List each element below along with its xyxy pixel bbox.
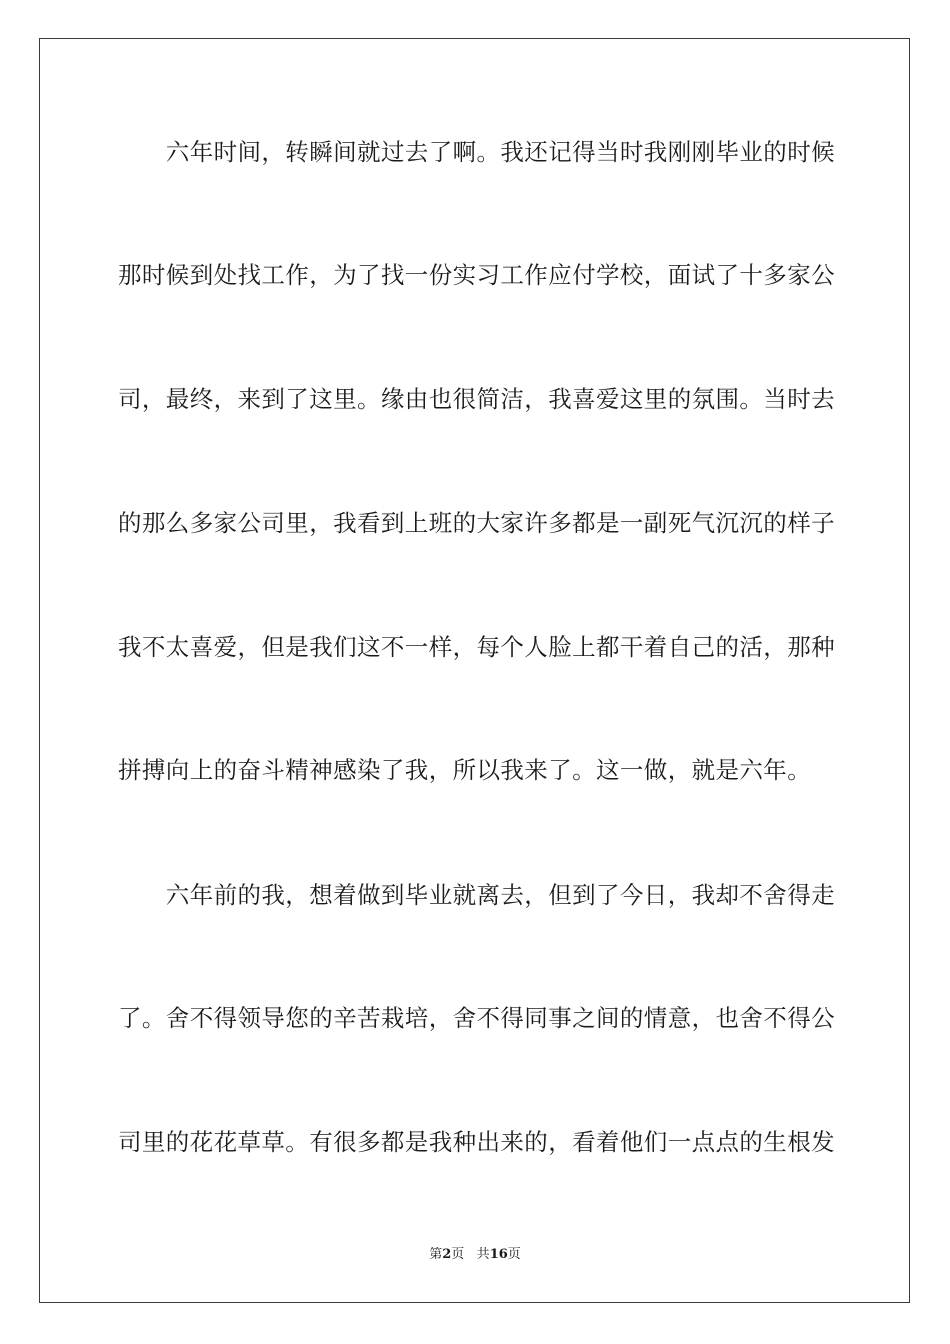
text-line-3: 司，最终，来到了这里。缘由也很简洁，我喜爱这里的氛围。当时去 [118, 385, 835, 413]
text-line-1: 六年时间，转瞬间就过去了啊。我还记得当时我刚刚毕业的时候 [118, 138, 835, 166]
total-page-count: 16 [489, 1247, 508, 1262]
page-prefix: 第 [429, 1247, 443, 1262]
page-border [39, 38, 910, 1303]
text-line-4: 的那么多家公司里，我看到上班的大家许多都是一副死气沉沉的样子 [118, 509, 835, 537]
total-prefix: 共 [476, 1247, 490, 1262]
text-line-9: 司里的花花草草。有很多都是我种出来的，看着他们一点点的生根发 [118, 1128, 835, 1156]
current-page-number: 2 [442, 1247, 452, 1262]
page-suffix: 页 [451, 1247, 465, 1262]
text-line-6: 拼搏向上的奋斗精神感染了我，所以我来了。这一做，就是六年。 [118, 756, 812, 784]
text-line-8: 了。舍不得领导您的辛苦栽培，舍不得同事之间的情意，也舍不得公 [118, 1004, 835, 1032]
text-line-2: 那时候到处找工作，为了找一份实习工作应付学校，面试了十多家公 [118, 261, 835, 289]
text-line-7: 六年前的我，想着做到毕业就离去，但到了今日，我却不舍得走 [118, 881, 835, 909]
text-line-5: 我不太喜爱，但是我们这不一样，每个人脸上都干着自己的活，那种 [118, 633, 835, 661]
total-suffix: 页 [507, 1247, 521, 1262]
footer-separator [464, 1247, 476, 1262]
page-footer [0, 1247, 950, 1263]
